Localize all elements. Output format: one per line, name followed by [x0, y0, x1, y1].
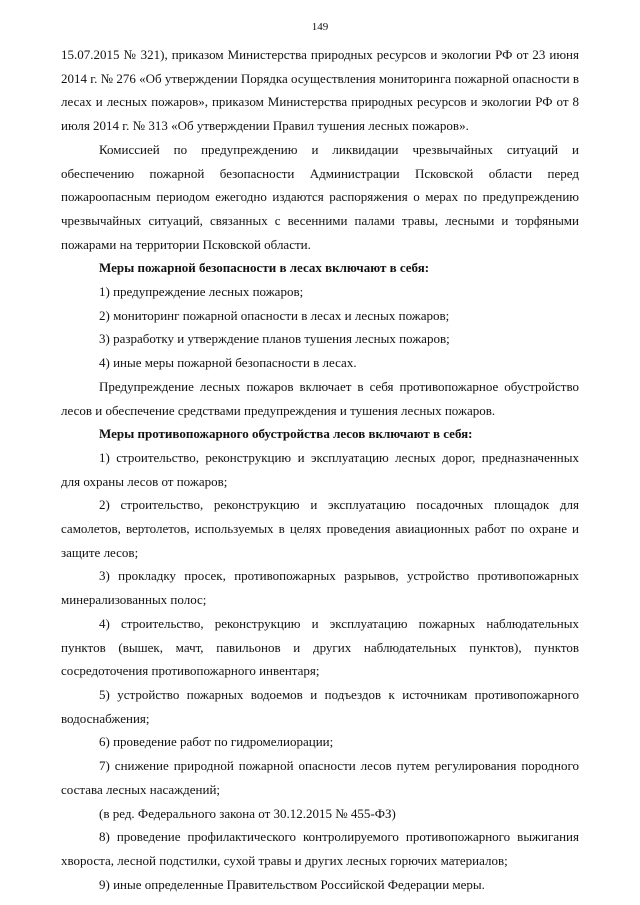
paragraph: 1) предупреждение лесных пожаров;: [99, 284, 304, 300]
paragraph: 3) разработку и утверждение планов тушения лесных пожаров;: [99, 331, 450, 347]
paragraph: 7) снижение природной пожарной опасности лесов путем регулирования породного состава лесных насаждений;: [61, 758, 579, 797]
paragraph: 2) строительство, реконструкцию и эксплуатацию посадочных площадок для самолетов, вертолетов, используемых в целях проведения авиационных работ по охране и защите лесов;: [61, 497, 579, 560]
paragraph: 9) иные определенные Правительством Российской Федерации меры.: [99, 876, 485, 892]
paragraph: 3) прокладку просек, противопожарных разрывов, устройство противопожарных минерализованных полос;: [61, 568, 579, 608]
paragraph: 8) проведение профилактического контролируемого противопожарного выжигания хвороста, лесной подстилки, сухой травы и других лесных горючих материалов;: [61, 829, 579, 868]
section-heading: Меры пожарной безопасности в лесах включают в себя:: [99, 260, 430, 276]
body-text: [61, 43, 579, 896]
paragraph: 4) иные меры пожарной безопасности в лесах.: [99, 355, 357, 371]
paragraph: 15.07.2015 № 321), приказом Министерства природных ресурсов и экологии РФ от 23 июня 2014 г. № 276 «Об утверждении Порядка осуществления мониторинга пожарной опасности в лесах и лесных пожаров», приказом Министерства природных ресурсов и экологии РФ от 8 июля 2014 г. № 313 «Об утверждении Правил тушения лесных пожаров».: [61, 47, 579, 134]
paragraph: Предупреждение лесных пожаров включает в себя противопожарное обустройство лесов и обеспечение средствами предупреждения и тушения лесных пожаров.: [61, 378, 579, 418]
paragraph: 6) проведение работ по гидромелиорации;: [99, 734, 334, 750]
paragraph: 1) строительство, реконструкцию и эксплуатацию лесных дорог, предназначенных для охраны лесов от пожаров;: [61, 449, 579, 489]
page-number: 149: [311, 21, 329, 33]
paragraph: Комиссией по предупреждению и ликвидации чрезвычайных ситуаций и обеспечению пожарной безопасности Администрации Псковской области перед пожароопасным периодом ежегодно издаются распоряжения о мерах по предупреждению чрезвычайных ситуаций, связанных с весенними палами травы, лесными и торфяными пожарами на территории Псковской области.: [61, 141, 579, 252]
paragraph: 2) мониторинг пожарной опасности в лесах и лесных пожаров;: [99, 307, 450, 323]
paragraph: (в ред. Федерального закона от 30.12.2015 № 455-ФЗ): [99, 805, 396, 821]
paragraph: 4) строительство, реконструкцию и эксплуатацию пожарных наблюдательных пунктов (вышек, мачт, павильонов и других наблюдательных пунктов), пунктов сосредоточения противопожарного инвентаря;: [61, 615, 579, 679]
section-heading: Меры противопожарного обустройства лесов включают в себя:: [99, 426, 473, 442]
paragraph: 5) устройство пожарных водоемов и подъездов к источникам противопожарного водоснабжения;: [61, 686, 579, 726]
